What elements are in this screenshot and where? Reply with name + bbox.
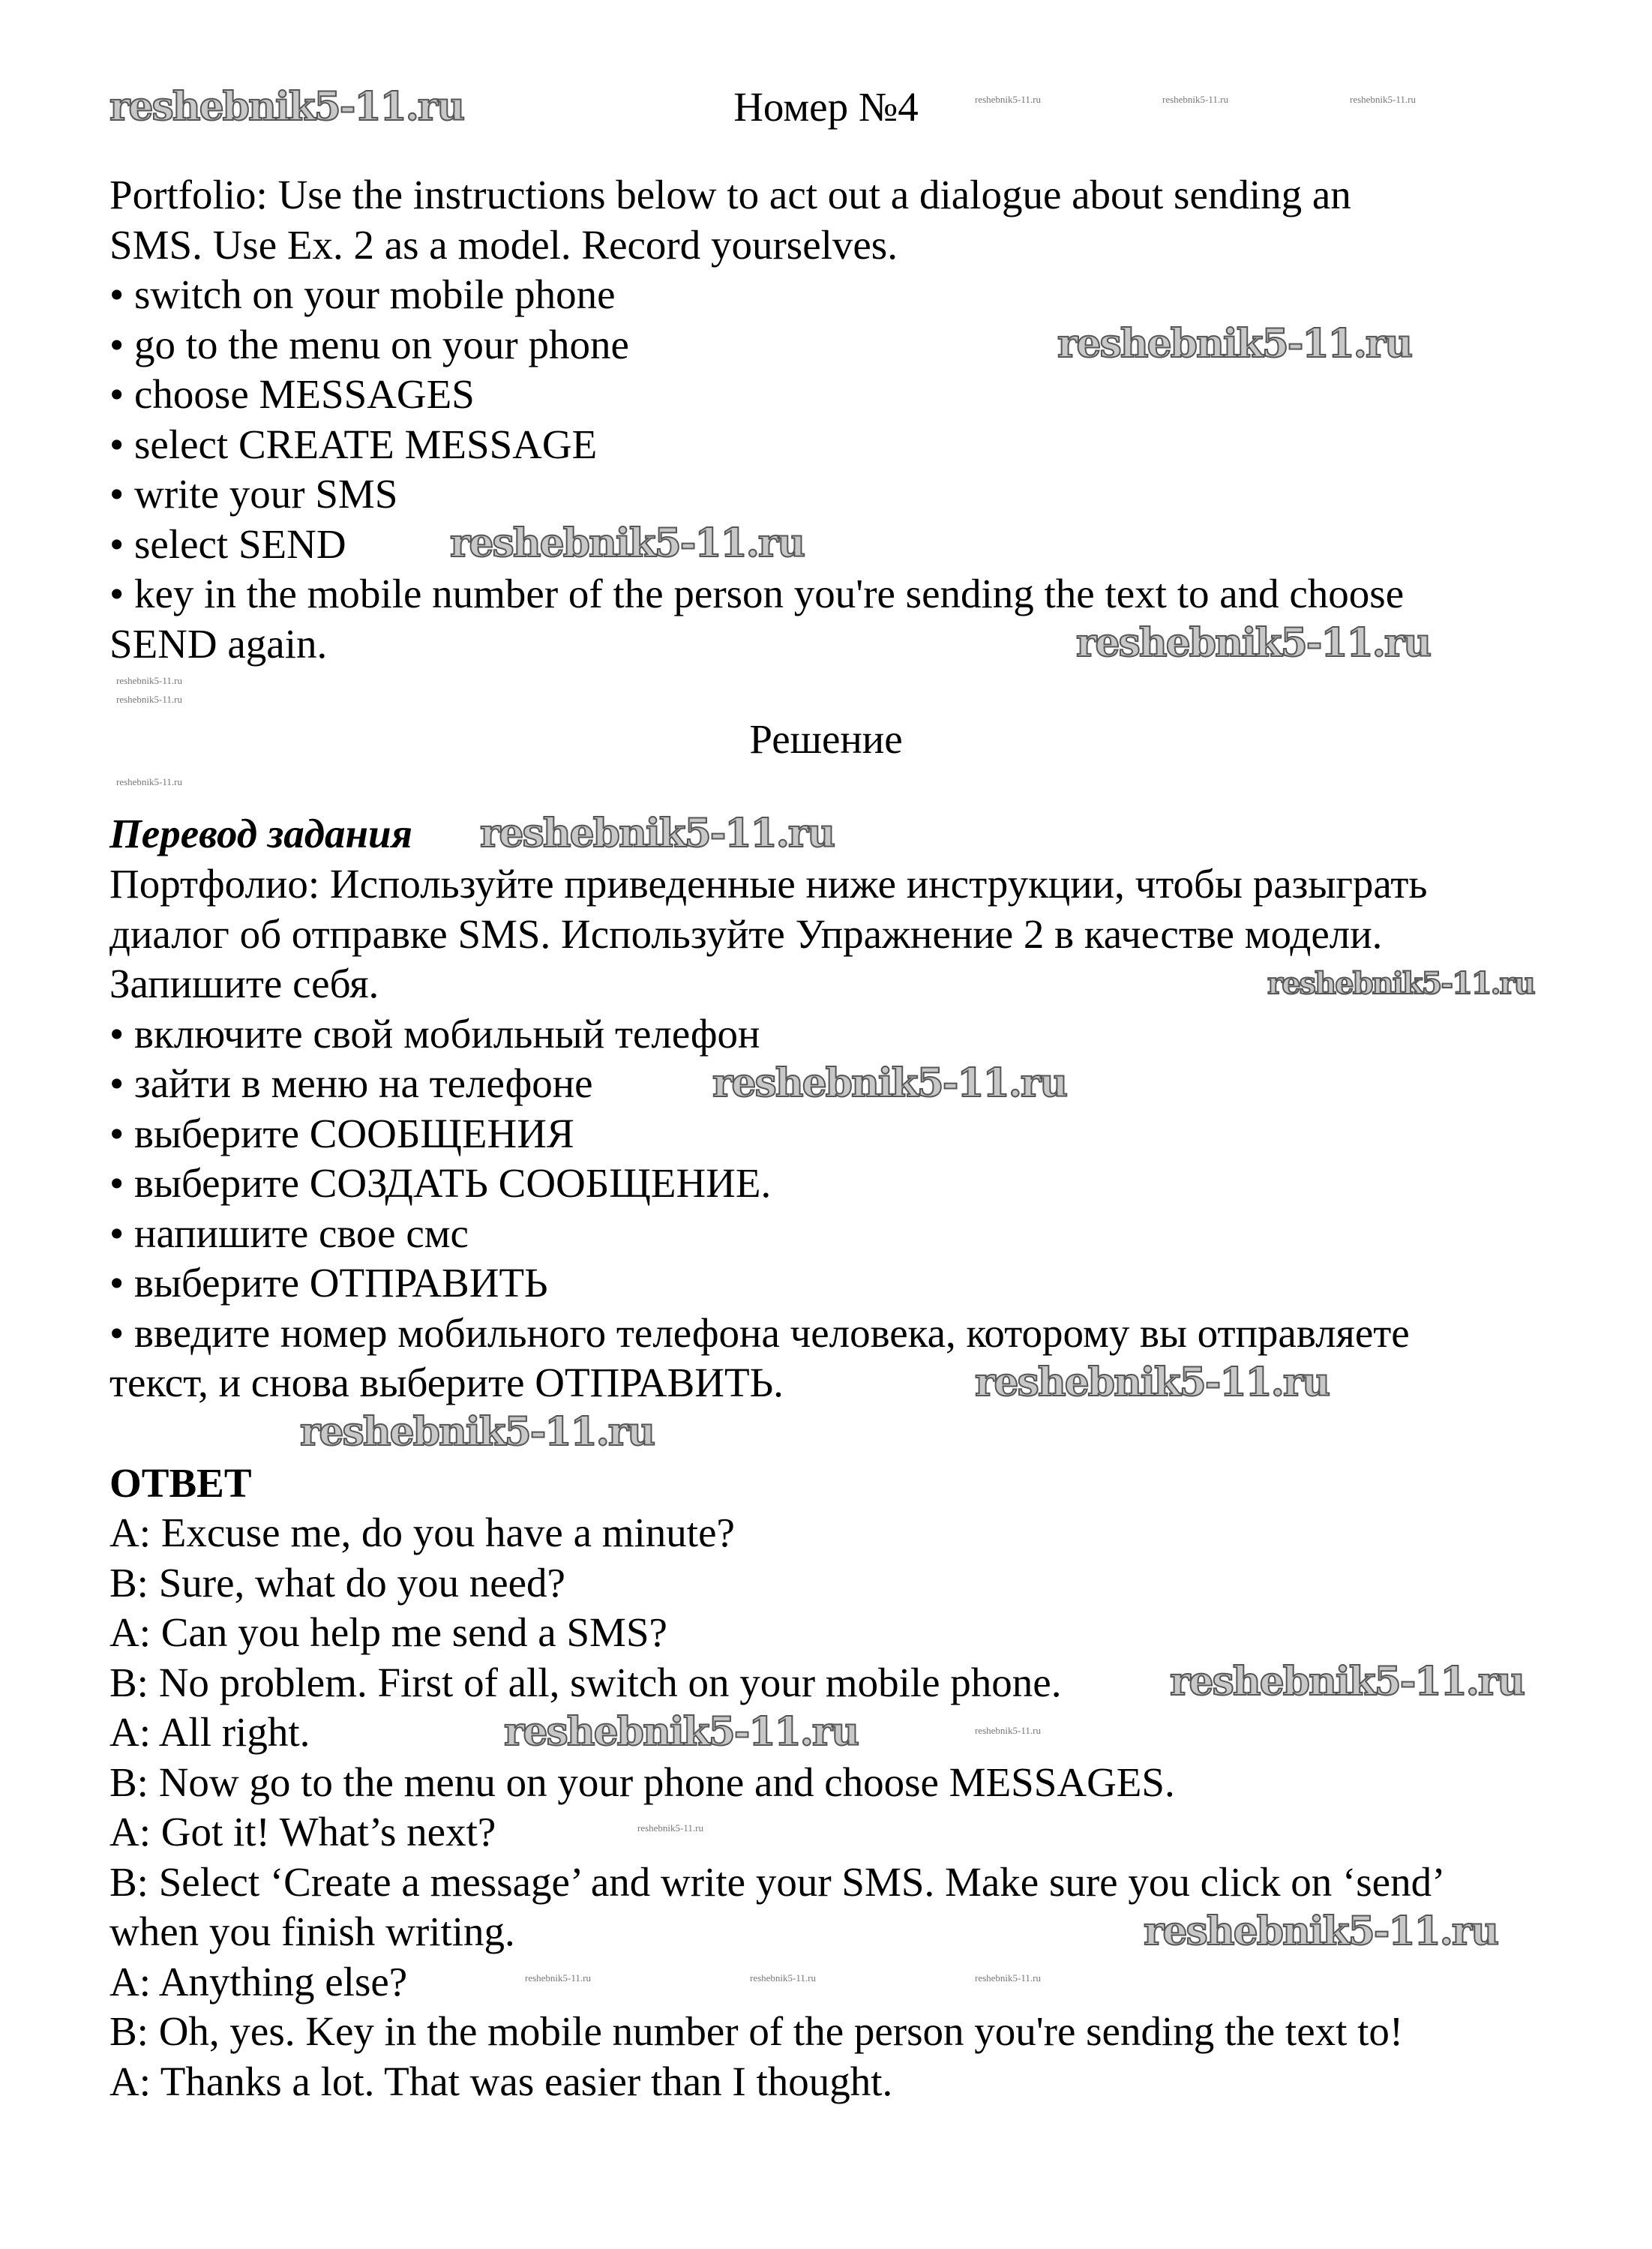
watermark-small: reshebnik5-11.ru bbox=[116, 694, 182, 705]
text-line: • введите номер мобильного телефона человека, которому вы отправляете bbox=[109, 1309, 1410, 1356]
text-line: • напишите свое смс bbox=[109, 1210, 469, 1256]
watermark-small: reshebnik5-11.ru bbox=[116, 776, 182, 787]
solution-heading: Решение bbox=[749, 716, 903, 762]
text-line: • выберите СООБЩЕНИЯ bbox=[109, 1110, 574, 1156]
watermark-small: reshebnik5-11.ru bbox=[750, 1972, 816, 1984]
text-line: • go to the menu on your phone bbox=[109, 321, 629, 367]
text-line: • select SEND bbox=[109, 520, 346, 567]
watermark-small: reshebnik5-11.ru bbox=[975, 94, 1041, 105]
text-line: when you finish writing. bbox=[109, 1909, 515, 1954]
watermark: reshebnik5-11.ru bbox=[450, 520, 805, 566]
watermark: reshebnik5-11.ru bbox=[480, 811, 835, 856]
watermark-small: reshebnik5-11.ru bbox=[975, 1725, 1041, 1736]
text-line: • выберите СОЗДАТЬ СООБЩЕНИЕ. bbox=[109, 1160, 772, 1206]
watermark-small: reshebnik5-11.ru bbox=[1162, 94, 1228, 105]
translation-heading: Перевод задания bbox=[109, 811, 412, 856]
text-line: • key in the mobile number of the person you're sending the text to and choose bbox=[109, 571, 1405, 616]
text-line: • switch on your mobile phone bbox=[109, 271, 616, 317]
page-title: Номер №4 bbox=[733, 84, 919, 130]
text-line: • write your SMS bbox=[109, 471, 398, 517]
text-line: • choose MESSAGES bbox=[109, 371, 475, 417]
text-line: A: Excuse me, do you have a minute? bbox=[109, 1510, 735, 1555]
text-line: текст, и снова выберите ОТПРАВИТЬ. bbox=[109, 1360, 784, 1405]
text-line: • зайти в меню на телефоне bbox=[109, 1060, 593, 1106]
watermark-small: reshebnik5-11.ru bbox=[637, 1822, 703, 1834]
text-line: A: Got it! What’s next? bbox=[109, 1809, 496, 1855]
watermark: reshebnik5-11.ru bbox=[1076, 620, 1431, 666]
watermark-small: reshebnik5-11.ru bbox=[525, 1972, 591, 1984]
watermark: reshebnik5-11.ru bbox=[712, 1060, 1067, 1106]
watermark: reshebnik5-11.ru bbox=[109, 84, 464, 130]
text-line: Запишите себя. bbox=[109, 961, 379, 1006]
watermark-small: reshebnik5-11.ru bbox=[1350, 94, 1416, 105]
watermark-small: reshebnik5-11.ru bbox=[116, 675, 182, 686]
text-line: • select CREATE MESSAGE bbox=[109, 421, 598, 467]
answer-heading: ОТВЕТ bbox=[109, 1460, 252, 1506]
text-line: Portfolio: Use the instructions below to act out a dialogue about sending an bbox=[109, 172, 1351, 217]
text-line: диалог об отправке SMS. Используйте Упражнение 2 в качестве модели. bbox=[109, 910, 1383, 957]
text-line: B: No problem. First of all, switch on your mobile phone. bbox=[109, 1659, 1062, 1705]
text-line: A: All right. bbox=[109, 1709, 310, 1755]
watermark: reshebnik5-11.ru bbox=[300, 1409, 655, 1455]
watermark: reshebnik5-11.ru bbox=[975, 1360, 1330, 1405]
watermark-small: reshebnik5-11.ru bbox=[975, 1972, 1041, 1984]
text-line: A: Thanks a lot. That was easier than I thought. bbox=[109, 2058, 893, 2104]
watermark: reshebnik5-11.ru bbox=[1170, 1659, 1525, 1705]
text-line: • включите свой мобильный телефон bbox=[109, 1010, 760, 1057]
watermark: reshebnik5-11.ru bbox=[504, 1709, 859, 1755]
text-line: A: Anything else? bbox=[109, 1958, 408, 2005]
watermark: reshebnik5-11.ru bbox=[1144, 1909, 1498, 1954]
text-line: B: Now go to the menu on your phone and choose MESSAGES. bbox=[109, 1759, 1175, 1805]
text-line: Портфолио: Используйте приведенные ниже инструкции, чтобы разыграть bbox=[109, 861, 1428, 907]
text-line: B: Select ‘Create a message’ and write your SMS. Make sure you click on ‘send’ bbox=[109, 1858, 1446, 1905]
text-line: B: Oh, yes. Key in the mobile number of the person you're sending the text to! bbox=[109, 2008, 1404, 2054]
watermark: reshebnik5-11.ru bbox=[1057, 321, 1412, 367]
text-line: A: Can you help me send a SMS? bbox=[109, 1609, 667, 1655]
watermark: reshebnik5-11.ru bbox=[1267, 966, 1534, 1001]
text-line: SEND again. bbox=[109, 620, 328, 667]
text-line: • выберите ОТПРАВИТЬ bbox=[109, 1260, 548, 1306]
text-line: B: Sure, what do you need? bbox=[109, 1559, 565, 1606]
text-line: SMS. Use Ex. 2 as a model. Record yourselves. bbox=[109, 221, 898, 268]
